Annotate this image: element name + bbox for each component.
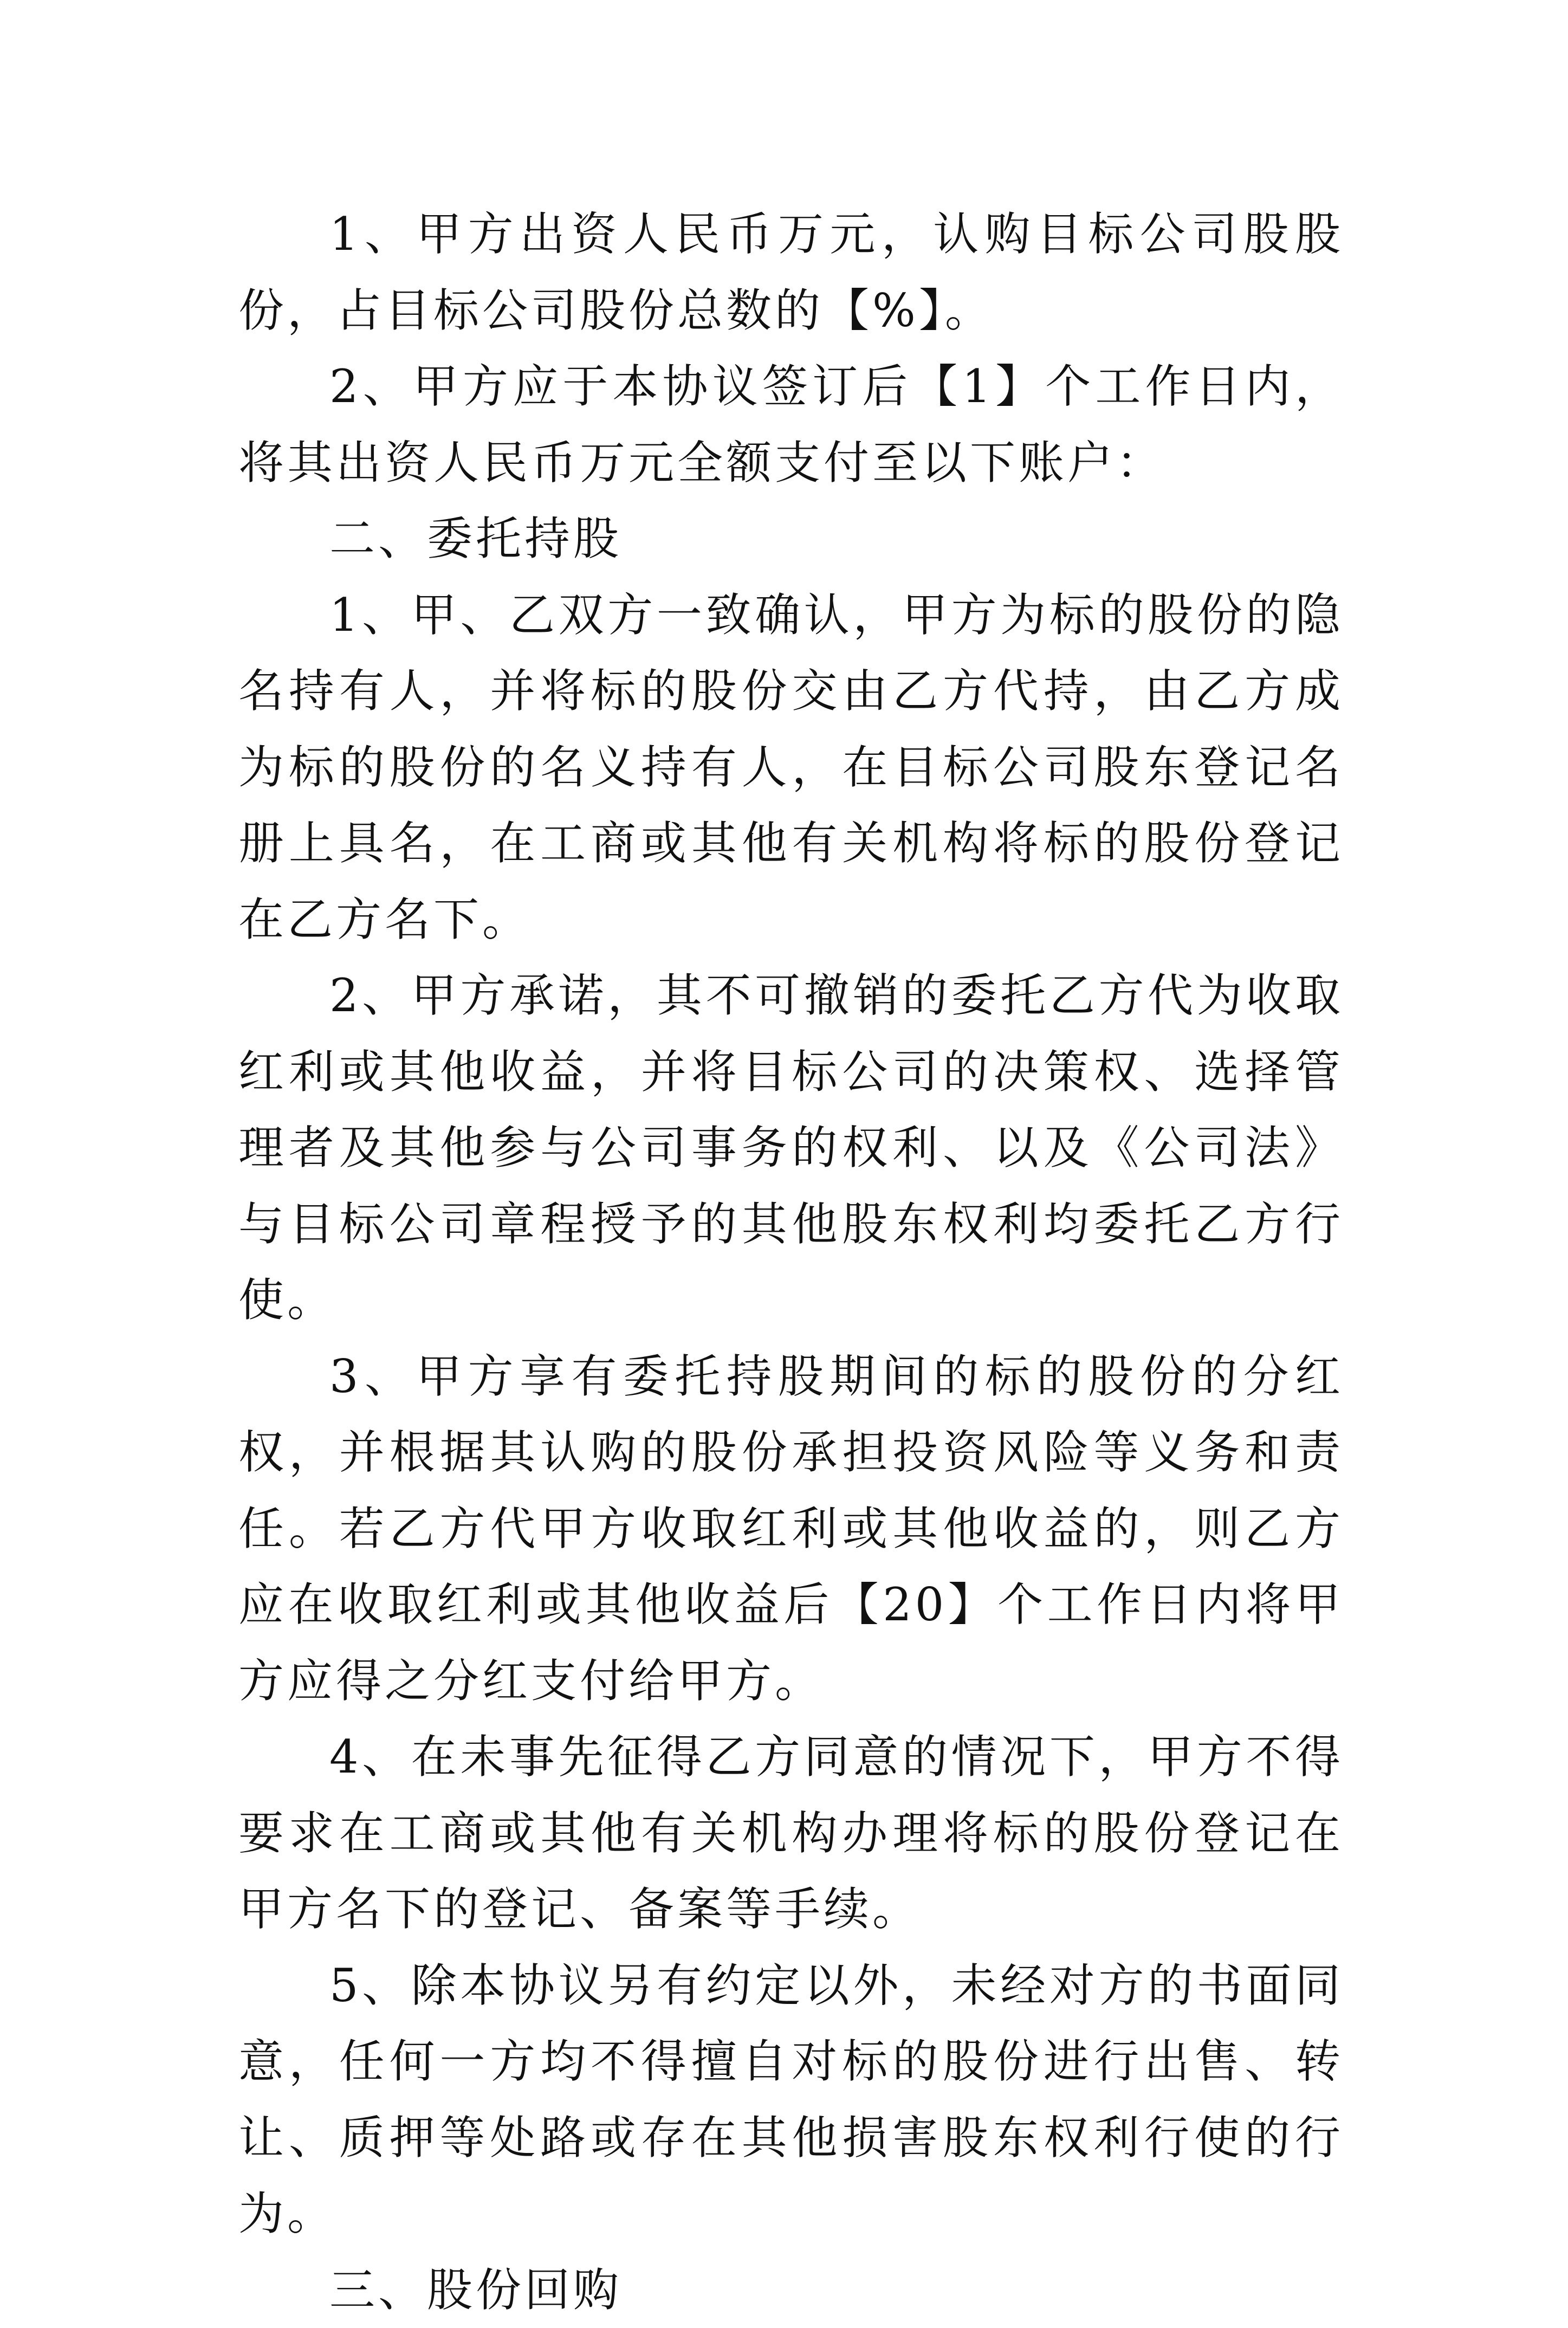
clause-2-3: 3、甲方享有委托持股期间的标的股份的分红权，并根据其认购的股份承担投资风险等义务和责任。若乙方代甲方收取红利或其他收益的，则乙方应在收取红利或其他收益后【20】个工作日内将甲方应得之分红支付给甲方。 <box>238 1338 1344 1719</box>
clause-2-2: 2、甲方承诺，其不可撤销的委托乙方代为收取红利或其他收益，并将目标公司的决策权、选择管理者及其他参与公司事务的权利、以及《公司法》与目标公司章程授予的其他股东权利均委托乙方行使。 <box>238 958 1344 1338</box>
clause-2-4: 4、在未事先征得乙方同意的情况下，甲方不得要求在工商或其他有关机构办理将标的股份登记在甲方名下的登记、备案等手续。 <box>238 1719 1344 1948</box>
section-heading-share-buyback: 三、股份回购 <box>238 2252 1344 2328</box>
clause-2-1: 1、甲、乙双方一致确认，甲方为标的股份的隐名持有人，并将标的股份交由乙方代持，由乙方成为标的股份的名义持有人，在目标公司股东登记名册上具名，在工商或其他有关机构将标的股份登记在乙方名下。 <box>238 577 1344 958</box>
section-heading-entrusted-holding: 二、委托持股 <box>238 501 1344 577</box>
clause-1-1: 1、甲方出资人民币万元，认购目标公司股股份，占目标公司股份总数的【%】。 <box>238 196 1344 348</box>
clause-2-5: 5、除本协议另有约定以外，未经对方的书面同意，任何一方均不得擅自对标的股份进行出售、转让、质押等处路或存在其他损害股东权利行使的行为。 <box>238 1948 1344 2252</box>
document-body <box>238 196 1344 2328</box>
clause-1-2: 2、甲方应于本协议签订后【1】个工作日内，将其出资人民币万元全额支付至以下账户： <box>238 348 1344 501</box>
